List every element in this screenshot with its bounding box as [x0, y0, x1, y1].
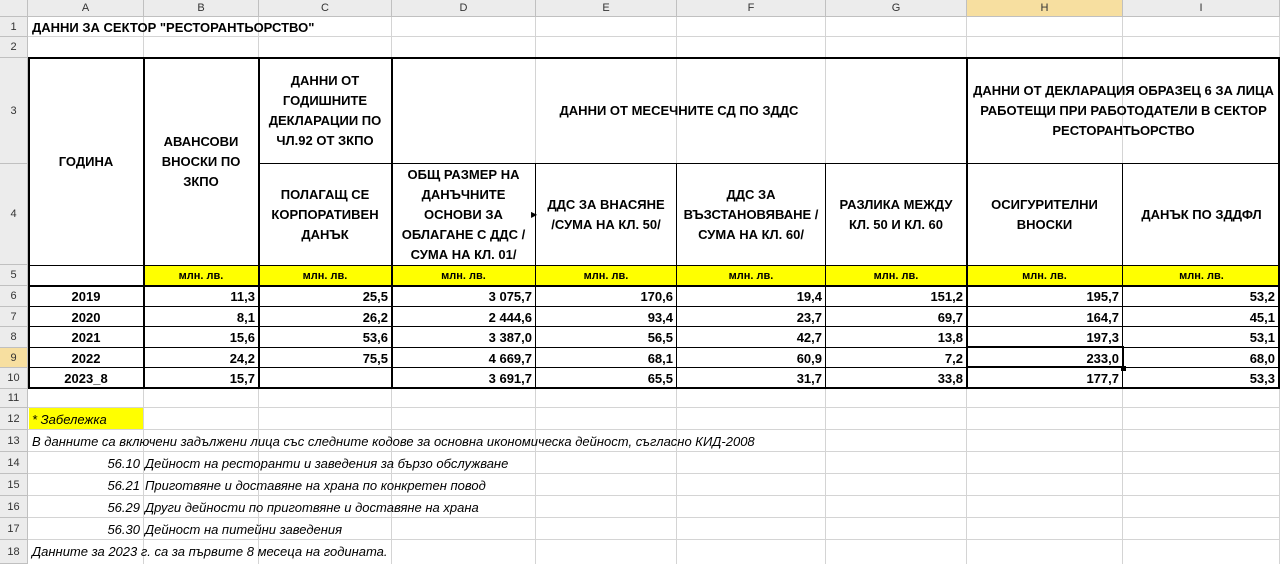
row-header-9[interactable]: 9 — [0, 348, 28, 368]
activity-code[interactable]: 56.30 — [107, 521, 140, 537]
row-header-1[interactable]: 1 — [0, 17, 28, 37]
cell-difference[interactable]: 7,2 — [944, 350, 963, 366]
cell-pit[interactable]: 53,3 — [1249, 370, 1275, 386]
header-monthly-vat-returns[interactable]: ДАННИ ОТ МЕСЕЧНИТЕ СД ПО ЗДДС — [559, 103, 799, 118]
row-header-10[interactable]: 10 — [0, 368, 28, 389]
activity-code[interactable]: 56.29 — [107, 499, 140, 515]
row-header-12[interactable]: 12 — [0, 408, 28, 430]
cell-pit[interactable]: 68,0 — [1249, 350, 1275, 366]
cell-selection-outline — [966, 346, 1124, 368]
column-header-g[interactable]: G — [826, 0, 967, 17]
cell-advance[interactable]: 15,6 — [229, 330, 255, 345]
cell-advance[interactable]: 11,3 — [230, 289, 255, 304]
table-border — [28, 285, 1280, 287]
cell-insurance[interactable]: 177,7 — [1086, 370, 1119, 386]
column-header-e[interactable]: E — [536, 0, 677, 17]
cell-year[interactable]: 2021 — [71, 330, 101, 345]
cell-vat-payable[interactable]: 68,1 — [647, 350, 673, 366]
column-header-h[interactable]: H — [967, 0, 1123, 17]
activity-description[interactable]: Приготвяне и доставяне на храна по конкретен повод — [145, 477, 486, 493]
unit-label[interactable]: млн. лв. — [873, 270, 919, 282]
cell-year[interactable]: 2020 — [71, 309, 101, 325]
cell-vat-payable[interactable]: 56,5 — [647, 330, 673, 345]
row-header-15[interactable]: 15 — [0, 474, 28, 496]
header-insurance-contributions[interactable]: ОСИГУРИТЕЛНИ ВНОСКИ — [991, 196, 1098, 232]
table-border — [535, 164, 536, 389]
note-label[interactable]: * Забележка — [32, 411, 107, 427]
row-header-16[interactable]: 16 — [0, 496, 28, 518]
row-header-13[interactable]: 13 — [0, 430, 28, 452]
cell-year[interactable]: 2022 — [71, 350, 101, 366]
cell-advance[interactable]: 24,2 — [229, 350, 255, 366]
unit-label[interactable]: млн. лв. — [302, 270, 348, 282]
activity-code[interactable]: 56.10 — [107, 455, 140, 471]
cell-difference[interactable]: 151,2 — [930, 289, 963, 304]
activity-code[interactable]: 56.21 — [107, 477, 140, 493]
activity-description[interactable]: Дейност на питейни заведения — [145, 521, 343, 537]
column-header-c[interactable]: C — [259, 0, 392, 17]
cell-tax-base[interactable]: 3 387,0 — [488, 330, 532, 345]
unit-label[interactable]: млн. лв. — [583, 270, 629, 282]
column-header-d[interactable]: D — [392, 0, 536, 17]
cell-tax-base[interactable]: 3 075,7 — [488, 289, 532, 304]
table-border — [825, 164, 826, 389]
unit-label[interactable]: млн. лв. — [1179, 270, 1224, 282]
column-header-a[interactable]: A — [28, 0, 144, 17]
cell-insurance-selected[interactable]: 233,0 — [1086, 350, 1119, 366]
cell-year[interactable]: 2019 — [71, 289, 101, 304]
cell-corporate-tax[interactable]: 75,5 — [362, 350, 388, 366]
header-vat-payable[interactable]: ДДС ЗА ВНАСЯНЕ /СУМА НА КЛ. 50/ — [547, 196, 665, 232]
footer-note[interactable]: Данните за 2023 г. са за първите 8 месеца на годината. — [32, 543, 388, 559]
cell-difference[interactable]: 13,8 — [937, 330, 963, 345]
unit-label[interactable]: млн. лв. — [441, 270, 486, 282]
row-header-14[interactable]: 14 — [0, 452, 28, 474]
cell-tax-base[interactable]: 2 444,6 — [488, 309, 532, 325]
cell-tax-base[interactable]: 4 669,7 — [488, 350, 532, 366]
row-header-3[interactable]: 3 — [0, 58, 28, 164]
column-header-f[interactable]: F — [677, 0, 826, 17]
header-year[interactable]: ГОДИНА — [58, 153, 114, 169]
cell-vat-refundable[interactable]: 31,7 — [796, 370, 822, 386]
header-annual-declarations[interactable]: ДАННИ ОТ ГОДИШНИТЕ ДЕКЛАРАЦИИ ПО ЧЛ.92 ОТ ЗКПО — [268, 73, 382, 148]
unit-label[interactable]: млн. лв. — [1022, 270, 1067, 282]
fill-handle[interactable] — [1121, 366, 1126, 371]
cell-difference[interactable]: 69,7 — [937, 309, 963, 325]
row-header-4[interactable]: 4 — [0, 164, 28, 265]
row-header-6[interactable]: 6 — [0, 286, 28, 307]
cell-vat-payable[interactable]: 170,6 — [640, 289, 673, 304]
cell-difference[interactable]: 33,8 — [937, 370, 963, 386]
table-border — [28, 306, 1280, 307]
header-difference[interactable]: РАЗЛИКА МЕЖДУ КЛ. 50 И КЛ. 60 — [839, 196, 953, 232]
header-tax-base[interactable]: ОБЩ РАЗМЕР НА ДАНЪЧНИТЕ ОСНОВИ ЗА ОБЛАГАНЕ С ДДС /СУМА НА КЛ. 01/ — [401, 166, 526, 262]
cell-advance[interactable]: 8,1 — [236, 309, 255, 325]
header-advance-contributions[interactable]: АВАНСОВИ ВНОСКИ ПО ЗКПО — [161, 133, 241, 189]
column-header-b[interactable]: B — [144, 0, 259, 17]
table-border — [258, 163, 1280, 164]
cell-corporate-tax[interactable]: 26,2 — [362, 309, 388, 325]
cell-insurance[interactable]: 197,3 — [1086, 330, 1119, 345]
cell-year[interactable]: 2023_8 — [64, 370, 108, 386]
table-border — [143, 57, 145, 389]
table-border — [258, 57, 260, 389]
cell-insurance[interactable]: 164,7 — [1086, 309, 1119, 325]
cell-insurance[interactable]: 195,7 — [1086, 289, 1119, 304]
header-personal-income-tax[interactable]: ДАНЪК ПО ЗДДФЛ — [1141, 206, 1262, 222]
row-header-8[interactable]: 8 — [0, 327, 28, 348]
select-all-corner[interactable] — [0, 0, 28, 17]
cell-vat-refundable[interactable]: 23,7 — [796, 309, 822, 325]
cell-corporate-tax[interactable]: 53,6 — [362, 330, 388, 345]
table-border — [28, 326, 1280, 327]
table-border — [28, 57, 1280, 59]
cell-vat-payable[interactable]: 93,4 — [647, 309, 673, 325]
header-corporate-tax[interactable]: ПОЛАГАЩ СЕ КОРПОРАТИВЕН ДАНЪК — [271, 186, 379, 242]
table-border — [966, 57, 968, 389]
row-header-7[interactable]: 7 — [0, 307, 28, 327]
cell-vat-refundable[interactable]: 19,4 — [796, 289, 822, 304]
table-border — [391, 57, 393, 389]
cell-advance[interactable]: 15,7 — [229, 370, 255, 386]
row-header-17[interactable]: 17 — [0, 518, 28, 540]
table-border — [28, 265, 1280, 266]
row-header-2[interactable]: 2 — [0, 37, 28, 58]
row-header-11[interactable]: 11 — [0, 389, 28, 408]
cell-pit[interactable]: 53,1 — [1249, 330, 1275, 345]
table-border — [28, 387, 1280, 389]
cell-corporate-tax[interactable]: 25,5 — [362, 289, 388, 304]
table-border — [28, 57, 30, 389]
unit-label[interactable]: млн. лв. — [178, 270, 224, 282]
overflow-arrow-icon: ▶ — [531, 210, 538, 219]
header-declaration-6[interactable]: ДАННИ ОТ ДЕКЛАРАЦИЯ ОБРАЗЕЦ 6 ЗА ЛИЦА РАБОТЕЩИ ПРИ РАБОТОДАТЕЛИ В СЕКТОР РЕСТОРАНТЬОРСТВО — [973, 83, 1274, 138]
sheet-title[interactable]: ДАННИ ЗА СЕКТОР "РЕСТОРАНТЬОРСТВО" — [32, 19, 315, 35]
note-intro[interactable]: В данните са включени задължени лица със следните кодове за основна икономическа дейност, съгласно КИД-2008 — [32, 433, 755, 449]
column-header-i[interactable]: I — [1123, 0, 1280, 17]
cell-vat-refundable[interactable]: 60,9 — [796, 350, 822, 366]
cell-pit[interactable]: 45,1 — [1249, 309, 1275, 325]
header-vat-refundable[interactable]: ДДС ЗА ВЪЗСТАНОВЯВАНЕ / СУМА НА КЛ. 60/ — [683, 186, 819, 242]
unit-label[interactable]: млн. лв. — [728, 270, 774, 282]
activity-description[interactable]: Дейност на ресторанти и заведения за бързо обслужване — [145, 455, 509, 471]
grid-line — [28, 407, 1280, 408]
cell-tax-base[interactable]: 3 691,7 — [488, 370, 532, 386]
table-border — [676, 164, 677, 389]
cell-pit[interactable]: 53,2 — [1249, 289, 1275, 304]
activity-description[interactable]: Други дейности по приготвяне и доставяне на храна — [145, 499, 479, 515]
cell-vat-refundable[interactable]: 42,7 — [796, 330, 822, 345]
cell-vat-payable[interactable]: 65,5 — [647, 370, 673, 386]
row-header-5[interactable]: 5 — [0, 265, 28, 286]
cell-corporate-tax[interactable] — [259, 368, 391, 388]
row-header-18[interactable]: 18 — [0, 540, 28, 564]
